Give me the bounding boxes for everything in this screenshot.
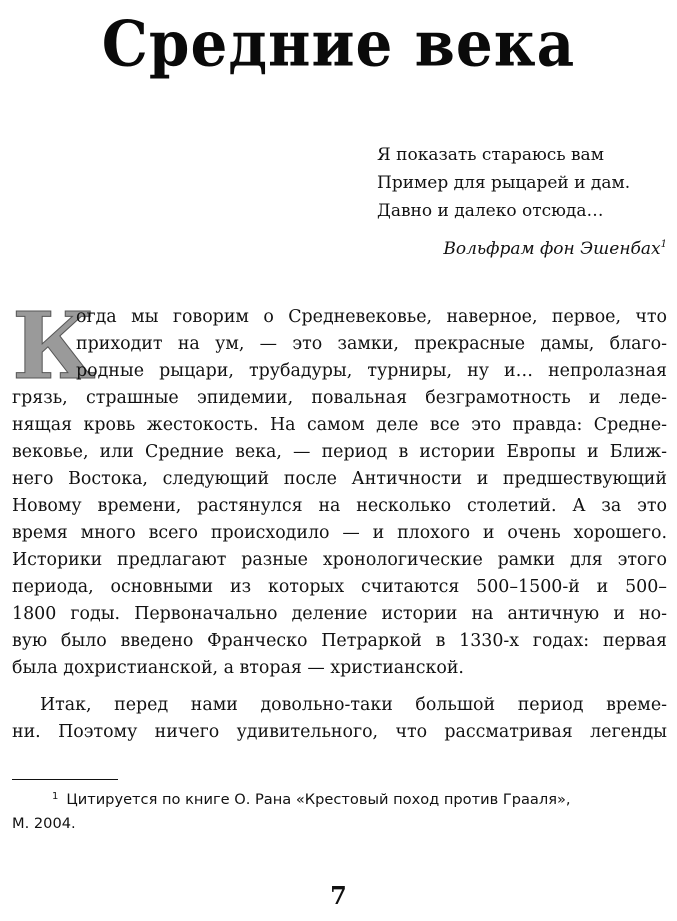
epigraph: [377, 141, 667, 225]
text-line: грязь, страшные эпидемии, повальная безграмотность и леде-: [12, 388, 667, 408]
text-line: вую было введено Франческо Петраркой в 1330-х годах: первая: [12, 631, 667, 651]
text-line: приходит на ум, — это замки, прекрасные дамы, благо-: [76, 334, 667, 354]
text-line: Новому времени, растянулся на несколько столетий. А за это: [12, 496, 667, 516]
footnote-line: [12, 788, 667, 812]
text-line: него Востока, следующий после Античности и предшествующий: [12, 469, 667, 489]
footnote-mark: 1: [52, 791, 59, 802]
footnote: [12, 788, 667, 836]
epigraph-line: Давно и далеко отсюда…: [377, 201, 604, 221]
text-line: родные рыцари, трубадуры, турниры, ну и… непролазная: [76, 361, 667, 381]
paragraph-gap: [12, 682, 667, 692]
footnote-divider: [12, 779, 118, 780]
text-line: вековье, или Средние века, — период в истории Европы и Ближ-: [12, 442, 667, 462]
footnote-line: М. 2004.: [12, 815, 76, 832]
footnote-reference: 1: [660, 239, 667, 250]
text-line: Историки предлагают разные хронологические рамки для этого: [12, 550, 667, 570]
chapter-title: Средние века: [101, 7, 576, 81]
text-line: время много всего происходило — и плохого и очень хорошего.: [12, 523, 667, 543]
body-text: [12, 304, 667, 746]
drop-cap-letter: К: [12, 292, 96, 400]
page-number: 7: [330, 881, 347, 910]
text-line: огда мы говорим о Средневековье, наверное, первое, что: [76, 307, 667, 327]
text-line: ни. Поэтому ничего удивительного, что рассматривая легенды: [12, 722, 667, 742]
text-line: 1800 годы. Первоначально деление истории на античную и но-: [12, 604, 667, 624]
text-line: Итак, перед нами довольно-таки большой период време-: [40, 695, 667, 715]
text-line: нящая кровь жестокость. На самом деле все это правда: Средне-: [12, 415, 667, 435]
epigraph-line: Пример для рыцарей и дам.: [377, 173, 631, 193]
epigraph-author-name: Вольфрам фон Эшенбах: [443, 239, 661, 259]
footnote-text: Цитируется по книге О. Рана «Крестовый поход против Грааля»,: [66, 791, 571, 808]
text-line: периода, основными из которых считаются 500–1500-й и 500–: [12, 577, 667, 597]
epigraph-line: Я показать стараюсь вам: [377, 145, 604, 165]
epigraph-author: [340, 235, 667, 263]
text-line: была дохристианской, а вторая — христианской.: [12, 658, 464, 678]
